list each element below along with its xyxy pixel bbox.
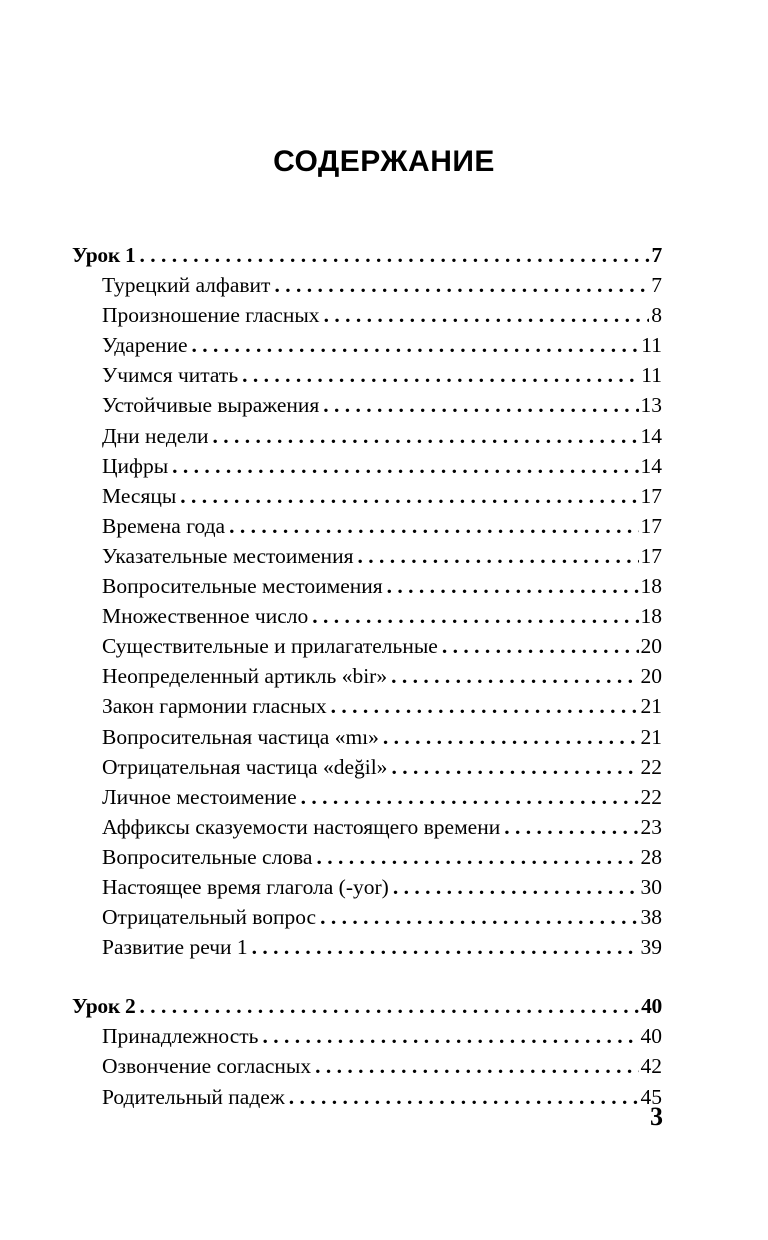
toc-item[interactable] [72, 300, 662, 330]
dot-leader [289, 1082, 639, 1112]
table-of-contents [72, 240, 662, 1112]
toc-item-label: Озвончение согласных [102, 1054, 312, 1079]
toc-item[interactable] [72, 1051, 662, 1081]
toc-item[interactable] [72, 481, 662, 511]
dot-leader [504, 812, 638, 842]
toc-page-number: 23 [640, 814, 662, 839]
dot-leader [315, 1051, 638, 1081]
toc-item[interactable] [72, 812, 662, 842]
toc-item-label: Турецкий алфавит [102, 273, 271, 298]
toc-lesson-label: Урок 2 [72, 994, 136, 1019]
toc-page-number: 20 [640, 664, 662, 689]
toc-page-number: 39 [640, 935, 662, 960]
toc-item[interactable] [72, 360, 662, 390]
dot-leader [274, 270, 649, 300]
dot-leader [442, 631, 639, 661]
toc-item-label: Личное местоимение [102, 784, 297, 809]
toc-page-number: 17 [640, 543, 662, 568]
toc-page-number: 22 [640, 754, 662, 779]
section-spacer [72, 962, 662, 991]
toc-page-number: 14 [640, 453, 662, 478]
dot-leader [229, 511, 638, 541]
toc-page-number: 28 [640, 844, 662, 869]
toc-item-label: Учимся читать [102, 363, 239, 388]
dot-leader [213, 421, 639, 451]
toc-page-number: 40 [641, 994, 662, 1019]
toc-item[interactable] [72, 390, 662, 420]
dot-leader [192, 330, 640, 360]
toc-item-label: Дни недели [102, 423, 209, 448]
toc-item-label: Родительный падеж [102, 1084, 285, 1109]
dot-leader [391, 661, 638, 691]
toc-item-label: Неопределенный артикль «bir» [102, 664, 388, 689]
toc-item-label: Отрицательный вопрос [102, 905, 317, 930]
toc-item[interactable] [72, 902, 662, 932]
toc-item[interactable] [72, 782, 662, 812]
toc-page-number: 21 [640, 724, 662, 749]
toc-item-label: Вопросительные местоимения [102, 574, 383, 599]
toc-page-number: 11 [641, 363, 662, 388]
toc-item[interactable] [72, 691, 662, 721]
dot-leader [387, 571, 639, 601]
toc-item[interactable] [72, 752, 662, 782]
toc-item-label: Закон гармонии гласных [102, 694, 327, 719]
toc-lesson-1[interactable] [72, 240, 662, 270]
toc-page-number: 21 [640, 694, 662, 719]
toc-item[interactable] [72, 932, 662, 962]
toc-item-label: Произношение гласных [102, 303, 320, 328]
toc-item-label: Существительные и прилагательные [102, 634, 438, 659]
toc-item[interactable] [72, 541, 662, 571]
page-title: СОДЕРЖАНИЕ [273, 145, 495, 178]
toc-item-label: Указательные местоимения [102, 543, 354, 568]
toc-item[interactable] [72, 451, 662, 481]
dot-leader [393, 872, 639, 902]
toc-item[interactable] [72, 661, 662, 691]
toc-item-label: Аффиксы сказуемости настоящего времени [102, 814, 501, 839]
toc-item-label: Отрицательная частица «değil» [102, 754, 388, 779]
dot-leader [316, 842, 638, 872]
dot-leader [139, 991, 639, 1021]
toc-page-number: 8 [651, 303, 662, 328]
toc-page-number: 13 [640, 393, 662, 418]
dot-leader [301, 782, 639, 812]
toc-item[interactable] [72, 842, 662, 872]
dot-leader [172, 451, 638, 481]
page-number: 3 [650, 1102, 663, 1131]
dot-leader [391, 752, 638, 782]
toc-item[interactable] [72, 330, 662, 360]
dot-leader [180, 481, 638, 511]
toc-item-label: Развитие речи 1 [102, 935, 248, 960]
toc-item-label: Вопросительные слова [102, 844, 313, 869]
toc-item[interactable] [72, 601, 662, 631]
toc-item[interactable] [72, 270, 662, 300]
toc-item[interactable] [72, 1021, 662, 1051]
toc-item[interactable] [72, 571, 662, 601]
toc-page-number: 38 [640, 905, 662, 930]
toc-item-label: Цифры [102, 453, 169, 478]
dot-leader [320, 902, 638, 932]
toc-page-number: 11 [641, 333, 662, 358]
dot-leader [262, 1021, 638, 1051]
toc-item-label: Устойчивые выражения [102, 393, 320, 418]
dot-leader [312, 601, 638, 631]
toc-item[interactable] [72, 1082, 662, 1112]
toc-lesson-label: Урок 1 [72, 243, 136, 267]
toc-page-number: 17 [640, 483, 662, 508]
toc-lesson-2[interactable] [72, 991, 662, 1021]
toc-item[interactable] [72, 722, 662, 752]
toc-page-number: 7 [651, 273, 662, 298]
toc-page-number: 17 [640, 513, 662, 538]
dot-leader [357, 541, 638, 571]
toc-item-label: Принадлежность [102, 1024, 259, 1049]
dot-leader [331, 691, 639, 721]
dot-leader [252, 932, 639, 962]
toc-page-number: 42 [640, 1054, 662, 1079]
dot-leader [323, 390, 638, 420]
toc-page-number: 30 [640, 874, 662, 899]
toc-item-label: Времена года [102, 513, 226, 538]
toc-page-number: 45 [640, 1084, 662, 1109]
dot-leader [383, 722, 639, 752]
toc-item-label: Настоящее время глагола (-yor) [102, 874, 389, 899]
toc-page-number: 7 [651, 243, 662, 267]
dot-leader [139, 240, 649, 270]
toc-page-number: 22 [640, 784, 662, 809]
toc-item[interactable] [72, 511, 662, 541]
toc-item[interactable] [72, 872, 662, 902]
toc-page-number: 18 [640, 604, 662, 629]
toc-item-label: Множественное число [102, 604, 309, 629]
toc-item-label: Месяцы [102, 483, 177, 508]
toc-item-label: Вопросительная частица «mı» [102, 724, 379, 749]
toc-page-number: 20 [640, 634, 662, 659]
toc-page-number: 14 [640, 423, 662, 448]
toc-page-number: 18 [640, 574, 662, 599]
toc-item[interactable] [72, 631, 662, 661]
toc-item[interactable] [72, 421, 662, 451]
toc-item-label: Ударение [102, 333, 188, 358]
toc-page-number: 40 [640, 1024, 662, 1049]
dot-leader [324, 300, 650, 330]
dot-leader [242, 360, 639, 390]
